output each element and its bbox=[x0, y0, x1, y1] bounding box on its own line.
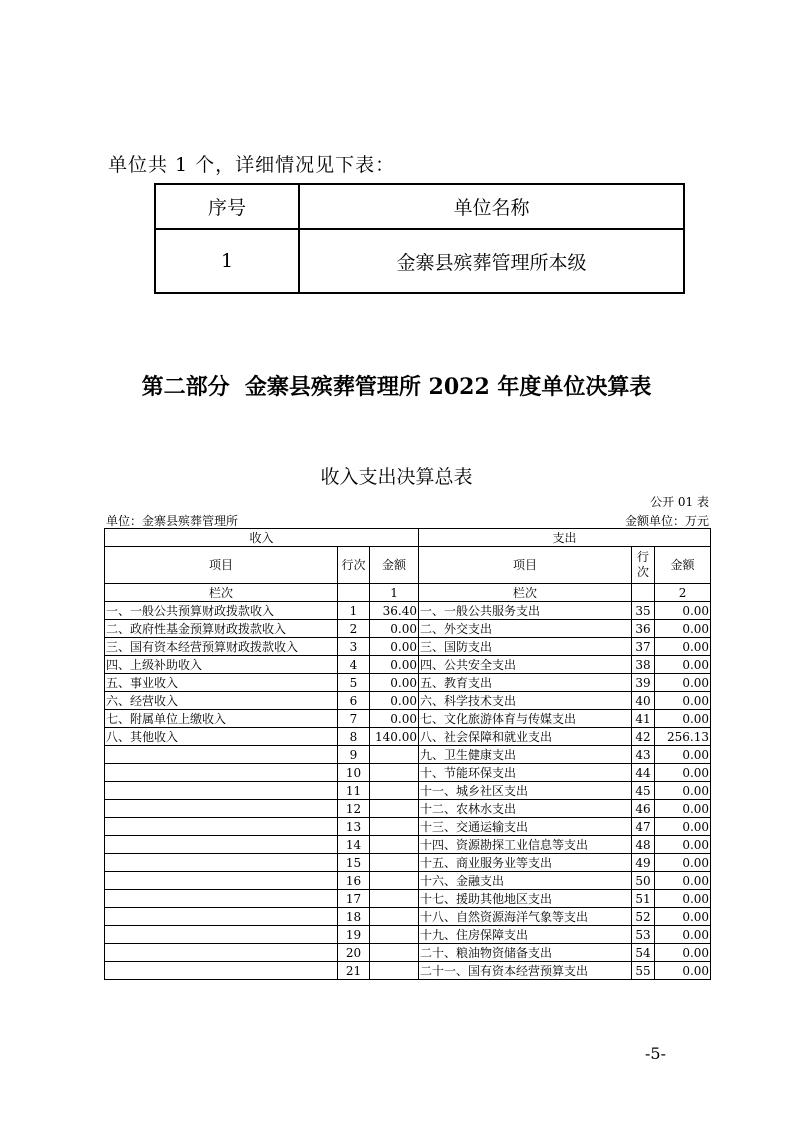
table-body bbox=[105, 602, 711, 980]
table-row bbox=[105, 800, 711, 818]
expense-amount-cell: 0.00 bbox=[655, 944, 711, 962]
income-header: 收入 bbox=[105, 529, 419, 547]
expense-lanci-number: 2 bbox=[655, 584, 711, 602]
expense-line-cell: 46 bbox=[632, 800, 655, 818]
income-line-cell: 3 bbox=[338, 638, 370, 656]
expense-line-cell: 42 bbox=[632, 728, 655, 746]
table-row bbox=[105, 872, 711, 890]
unit-name-cell: 金寨县殡葬管理所本级 bbox=[299, 229, 684, 293]
expense-line-cell: 52 bbox=[632, 908, 655, 926]
expense-amount-cell: 0.00 bbox=[655, 818, 711, 836]
income-line-cell: 19 bbox=[338, 926, 370, 944]
expense-amount-cell: 0.00 bbox=[655, 764, 711, 782]
income-amount-cell bbox=[370, 908, 419, 926]
expense-line-cell: 47 bbox=[632, 818, 655, 836]
income-item-cell bbox=[105, 890, 338, 908]
expense-item-cell: 七、文化旅游体育与传媒支出 bbox=[419, 710, 632, 728]
expense-item-cell: 十七、援助其他地区支出 bbox=[419, 890, 632, 908]
income-amount-cell bbox=[370, 818, 419, 836]
expense-item-cell: 十二、农林水支出 bbox=[419, 800, 632, 818]
expense-amount-cell: 0.00 bbox=[655, 638, 711, 656]
table-row bbox=[105, 602, 711, 620]
expense-line-cell: 53 bbox=[632, 926, 655, 944]
table-row bbox=[105, 692, 711, 710]
expense-item-header: 项目 bbox=[419, 547, 632, 584]
table-row bbox=[105, 638, 711, 656]
expense-line-cell: 54 bbox=[632, 944, 655, 962]
expense-item-cell: 五、教育支出 bbox=[419, 674, 632, 692]
expense-amount-cell: 0.00 bbox=[655, 656, 711, 674]
expense-lanci-label: 栏次 bbox=[419, 584, 632, 602]
col-header-seq: 序号 bbox=[155, 184, 299, 229]
table-row bbox=[105, 944, 711, 962]
empty-cell bbox=[338, 584, 370, 602]
expense-amount-cell: 0.00 bbox=[655, 836, 711, 854]
expense-amount-cell: 0.00 bbox=[655, 926, 711, 944]
expense-line-cell: 43 bbox=[632, 746, 655, 764]
income-amount-cell: 140.00 bbox=[370, 728, 419, 746]
unit-table-row bbox=[155, 229, 684, 293]
income-item-cell bbox=[105, 746, 338, 764]
income-line-cell: 9 bbox=[338, 746, 370, 764]
income-amount-cell bbox=[370, 872, 419, 890]
expense-line-cell: 51 bbox=[632, 890, 655, 908]
expense-item-cell: 十六、金融支出 bbox=[419, 872, 632, 890]
income-item-cell bbox=[105, 836, 338, 854]
income-item-cell: 八、其他收入 bbox=[105, 728, 338, 746]
table-row bbox=[105, 728, 711, 746]
income-line-cell: 13 bbox=[338, 818, 370, 836]
income-line-cell: 16 bbox=[338, 872, 370, 890]
table-row bbox=[105, 710, 711, 728]
expense-line-cell: 49 bbox=[632, 854, 655, 872]
expense-item-cell: 四、公共安全支出 bbox=[419, 656, 632, 674]
expense-amount-cell: 0.00 bbox=[655, 710, 711, 728]
income-line-cell: 18 bbox=[338, 908, 370, 926]
expense-amount-cell: 0.00 bbox=[655, 602, 711, 620]
page-number: -5- bbox=[645, 1044, 666, 1063]
expense-amount-cell: 0.00 bbox=[655, 962, 711, 980]
expense-amount-cell: 0.00 bbox=[655, 854, 711, 872]
income-amount-cell: 0.00 bbox=[370, 692, 419, 710]
income-line-cell: 5 bbox=[338, 674, 370, 692]
expense-line-header: 行 次 bbox=[632, 547, 655, 584]
income-line-cell: 12 bbox=[338, 800, 370, 818]
table-row bbox=[105, 620, 711, 638]
table-row bbox=[105, 890, 711, 908]
form-code: 公开 01 表 bbox=[650, 495, 709, 509]
income-item-cell: 四、上级补助收入 bbox=[105, 656, 338, 674]
expense-amount-cell: 0.00 bbox=[655, 800, 711, 818]
expense-item-cell: 十八、自然资源海洋气象等支出 bbox=[419, 908, 632, 926]
expense-item-cell: 十四、资源勘探工业信息等支出 bbox=[419, 836, 632, 854]
expense-item-cell: 十三、交通运输支出 bbox=[419, 818, 632, 836]
expense-item-cell: 三、国防支出 bbox=[419, 638, 632, 656]
table-row bbox=[105, 764, 711, 782]
income-line-cell: 17 bbox=[338, 890, 370, 908]
income-amount-cell bbox=[370, 944, 419, 962]
table-title: 收入支出决算总表 bbox=[320, 466, 473, 488]
income-amount-header: 金额 bbox=[370, 547, 419, 584]
income-line-cell: 8 bbox=[338, 728, 370, 746]
income-amount-cell bbox=[370, 854, 419, 872]
expense-amount-cell: 0.00 bbox=[655, 908, 711, 926]
income-item-cell: 二、政府性基金预算财政拨款收入 bbox=[105, 620, 338, 638]
part-title: 第二部分 金寨县殡葬管理所 2022 年度单位决算表 bbox=[141, 374, 652, 400]
table-row bbox=[105, 854, 711, 872]
income-amount-cell: 36.40 bbox=[370, 602, 419, 620]
expense-line-cell: 44 bbox=[632, 764, 655, 782]
unit-list-table bbox=[154, 183, 685, 294]
section-header-row bbox=[105, 529, 711, 547]
expense-item-cell: 十、节能环保支出 bbox=[419, 764, 632, 782]
income-line-cell: 11 bbox=[338, 782, 370, 800]
expense-amount-cell: 0.00 bbox=[655, 674, 711, 692]
income-item-header: 项目 bbox=[105, 547, 338, 584]
expense-item-cell: 十五、商业服务业等支出 bbox=[419, 854, 632, 872]
income-item-cell bbox=[105, 800, 338, 818]
income-amount-cell bbox=[370, 800, 419, 818]
expense-line-cell: 50 bbox=[632, 872, 655, 890]
income-amount-cell: 0.00 bbox=[370, 656, 419, 674]
income-item-cell: 五、事业收入 bbox=[105, 674, 338, 692]
income-line-cell: 1 bbox=[338, 602, 370, 620]
income-lanci-number: 1 bbox=[370, 584, 419, 602]
income-line-cell: 7 bbox=[338, 710, 370, 728]
income-line-header: 行次 bbox=[338, 547, 370, 584]
empty-cell bbox=[632, 584, 655, 602]
expense-line-cell: 45 bbox=[632, 782, 655, 800]
expense-line-cell: 55 bbox=[632, 962, 655, 980]
income-line-cell: 15 bbox=[338, 854, 370, 872]
expense-line-cell: 37 bbox=[632, 638, 655, 656]
expense-item-cell: 九、卫生健康支出 bbox=[419, 746, 632, 764]
table-row bbox=[105, 908, 711, 926]
income-item-cell: 七、附属单位上缴收入 bbox=[105, 710, 338, 728]
income-amount-cell: 0.00 bbox=[370, 674, 419, 692]
expense-amount-cell: 0.00 bbox=[655, 620, 711, 638]
expense-item-cell: 二、外交支出 bbox=[419, 620, 632, 638]
expense-amount-cell: 256.13 bbox=[655, 728, 711, 746]
table-row bbox=[105, 836, 711, 854]
expense-header: 支出 bbox=[419, 529, 711, 547]
unit-seq-cell: 1 bbox=[155, 229, 299, 293]
expense-amount-cell: 0.00 bbox=[655, 872, 711, 890]
amount-unit-label: 金额单位：万元 bbox=[624, 514, 709, 528]
expense-item-cell: 一、一般公共服务支出 bbox=[419, 602, 632, 620]
expense-item-cell: 十一、城乡社区支出 bbox=[419, 782, 632, 800]
table-row bbox=[105, 746, 711, 764]
income-line-cell: 14 bbox=[338, 836, 370, 854]
expense-item-cell: 二十一、国有资本经营预算支出 bbox=[419, 962, 632, 980]
income-item-cell: 三、国有资本经营预算财政拨款收入 bbox=[105, 638, 338, 656]
expense-line-cell: 35 bbox=[632, 602, 655, 620]
income-amount-cell bbox=[370, 962, 419, 980]
intro-text: 单位共 1 个，详细情况见下表： bbox=[108, 154, 396, 176]
table-row bbox=[105, 782, 711, 800]
unit-label: 单位：金寨县殡葬管理所 bbox=[106, 514, 239, 528]
income-amount-cell bbox=[370, 764, 419, 782]
expense-line-cell: 48 bbox=[632, 836, 655, 854]
income-item-cell bbox=[105, 962, 338, 980]
income-amount-cell bbox=[370, 890, 419, 908]
income-line-cell: 4 bbox=[338, 656, 370, 674]
expense-item-cell: 二十、粮油物资储备支出 bbox=[419, 944, 632, 962]
expense-amount-cell: 0.00 bbox=[655, 890, 711, 908]
income-line-cell: 20 bbox=[338, 944, 370, 962]
income-item-cell bbox=[105, 782, 338, 800]
column-header-row bbox=[105, 547, 711, 584]
table-row bbox=[105, 818, 711, 836]
income-line-cell: 10 bbox=[338, 764, 370, 782]
expense-item-cell: 六、科学技术支出 bbox=[419, 692, 632, 710]
table-row bbox=[105, 674, 711, 692]
income-item-cell: 六、经营收入 bbox=[105, 692, 338, 710]
expense-amount-cell: 0.00 bbox=[655, 746, 711, 764]
income-amount-cell: 0.00 bbox=[370, 620, 419, 638]
income-item-cell bbox=[105, 854, 338, 872]
expense-line-cell: 40 bbox=[632, 692, 655, 710]
expense-amount-cell: 0.00 bbox=[655, 782, 711, 800]
income-amount-cell: 0.00 bbox=[370, 638, 419, 656]
expense-item-cell: 十九、住房保障支出 bbox=[419, 926, 632, 944]
lanci-row bbox=[105, 584, 711, 602]
col-header-unit-name: 单位名称 bbox=[299, 184, 684, 229]
income-amount-cell bbox=[370, 926, 419, 944]
expense-line-cell: 41 bbox=[632, 710, 655, 728]
income-amount-cell: 0.00 bbox=[370, 710, 419, 728]
income-item-cell bbox=[105, 764, 338, 782]
income-line-cell: 21 bbox=[338, 962, 370, 980]
expense-amount-header: 金额 bbox=[655, 547, 711, 584]
income-amount-cell bbox=[370, 782, 419, 800]
income-item-cell bbox=[105, 944, 338, 962]
expense-line-cell: 39 bbox=[632, 674, 655, 692]
income-lanci-label: 栏次 bbox=[105, 584, 338, 602]
income-item-cell: 一、一般公共预算财政拨款收入 bbox=[105, 602, 338, 620]
expense-item-cell: 八、社会保障和就业支出 bbox=[419, 728, 632, 746]
table-row bbox=[105, 656, 711, 674]
income-amount-cell bbox=[370, 836, 419, 854]
expense-line-cell: 38 bbox=[632, 656, 655, 674]
unit-table-header bbox=[155, 184, 684, 229]
income-amount-cell bbox=[370, 746, 419, 764]
income-line-cell: 2 bbox=[338, 620, 370, 638]
income-item-cell bbox=[105, 908, 338, 926]
expense-line-cell: 36 bbox=[632, 620, 655, 638]
income-line-cell: 6 bbox=[338, 692, 370, 710]
income-item-cell bbox=[105, 818, 338, 836]
expense-amount-cell: 0.00 bbox=[655, 692, 711, 710]
income-item-cell bbox=[105, 872, 338, 890]
income-item-cell bbox=[105, 926, 338, 944]
income-expense-table bbox=[104, 528, 711, 980]
table-row bbox=[105, 962, 711, 980]
table-row bbox=[105, 926, 711, 944]
